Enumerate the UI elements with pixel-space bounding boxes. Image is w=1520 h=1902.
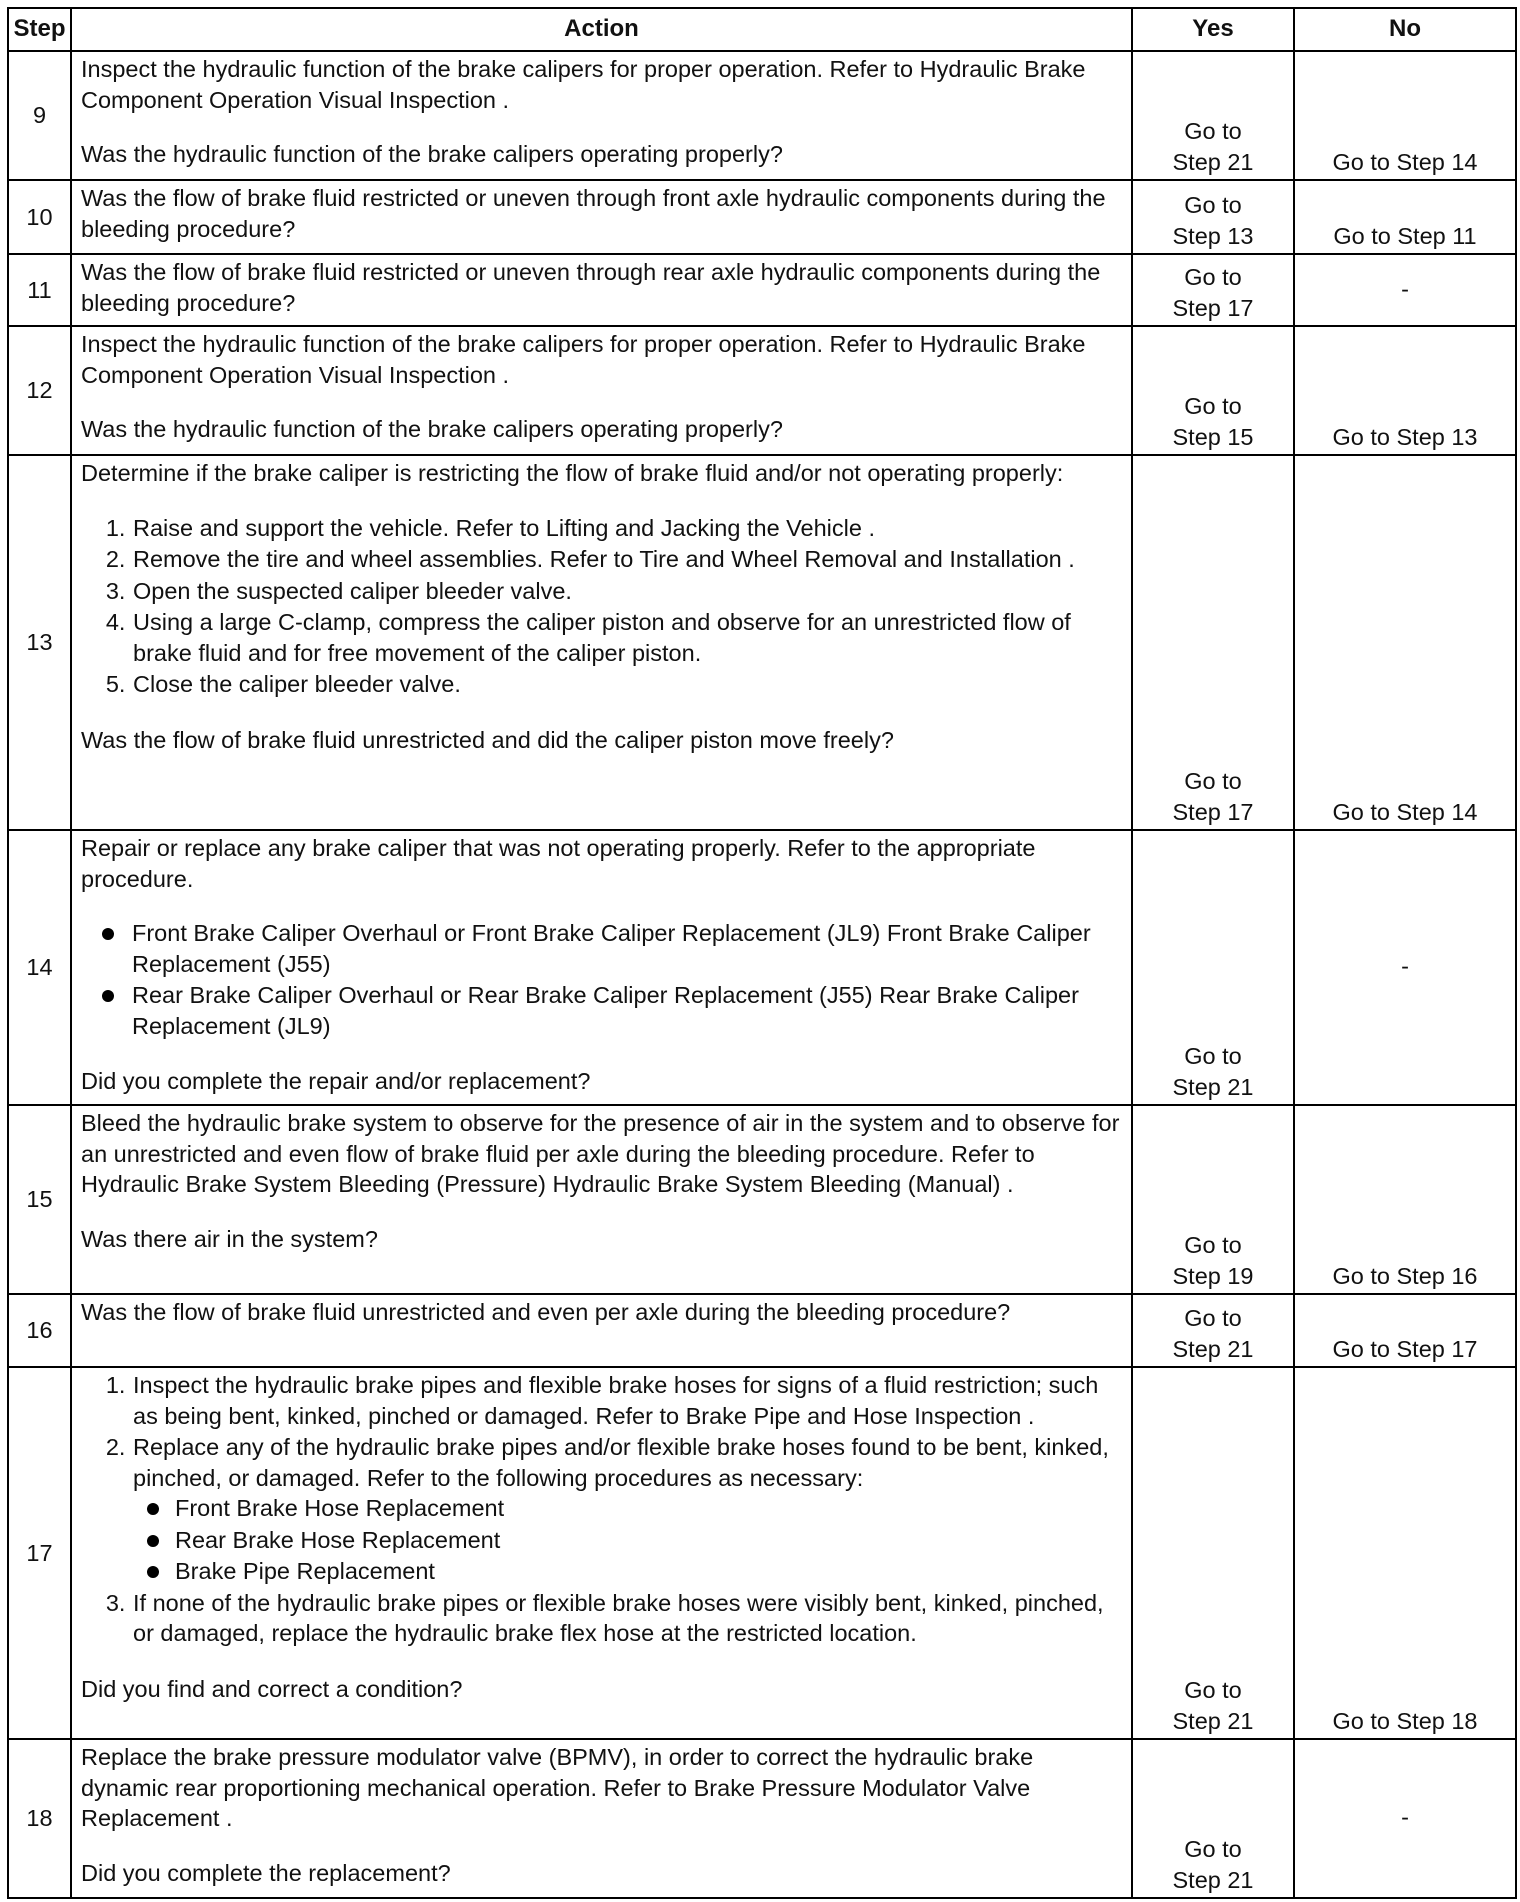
- header-step: Step: [8, 8, 71, 51]
- yes-cell: [1132, 830, 1294, 1105]
- action-question: Was the flow of brake fluid unrestricted and even per axle during the bleeding procedure?: [81, 1299, 1011, 1325]
- yes-cell: [1132, 1294, 1294, 1367]
- action-cell: [71, 180, 1132, 254]
- no-cell: Go to Step 18: [1294, 1367, 1516, 1739]
- list-item: [132, 1432, 1125, 1587]
- no-cell: Go to Step 14: [1294, 455, 1516, 830]
- no-cell: Go to Step 14: [1294, 51, 1516, 180]
- table-row: [8, 455, 1516, 830]
- yes-goto: Go to: [1184, 1677, 1242, 1703]
- bullet-item: Rear Brake Caliper Overhaul or Rear Brake Caliper Replacement (J55) Rear Brake Caliper Replacement (JL9): [132, 980, 1125, 1041]
- table-row: [8, 830, 1516, 1105]
- yes-step: Step 15: [1172, 423, 1254, 450]
- action-question: Was the flow of brake fluid restricted or uneven through rear axle hydraulic components during the bleeding procedure?: [81, 259, 1101, 316]
- table-row: [8, 51, 1516, 180]
- table-row: [8, 1105, 1516, 1294]
- list-item: 1. Raise and support the vehicle. Refer to Lifting and Jacking the Vehicle .: [132, 513, 1125, 544]
- yes-step: Step 21: [1172, 1707, 1254, 1734]
- header-no: No: [1294, 8, 1516, 51]
- action-intro: Inspect the hydraulic function of the brake calipers for proper operation. Refer to Hydraulic Brake Component Operation Visual Inspection .: [81, 56, 1086, 113]
- step-number: 12: [8, 326, 71, 455]
- table-row: [8, 254, 1516, 326]
- procedure-list: [81, 1370, 1125, 1649]
- no-cell: Go to Step 17: [1294, 1294, 1516, 1367]
- yes-goto: Go to: [1184, 118, 1242, 144]
- list-item: 4. Using a large C-clamp, compress the caliper piston and observe for an unrestricted flow of brake fluid and for free movement of the caliper piston.: [132, 607, 1125, 668]
- yes-cell: [1132, 1739, 1294, 1898]
- header-yes: Yes: [1132, 8, 1294, 51]
- action-question: Was the hydraulic function of the brake calipers operating properly?: [81, 141, 783, 167]
- action-cell: [71, 1739, 1132, 1898]
- table-row: [8, 180, 1516, 254]
- diagnostic-table: [7, 7, 1517, 1899]
- yes-step: Step 21: [1172, 1073, 1254, 1100]
- sub-bullet-item: Rear Brake Hose Replacement: [174, 1525, 1125, 1556]
- yes-goto: Go to: [1184, 393, 1242, 419]
- diagnostic-table-wrapper: [7, 7, 1517, 1899]
- yes-step: Step 21: [1172, 148, 1254, 175]
- action-cell: [71, 51, 1132, 180]
- action-question: Was the hydraulic function of the brake calipers operating properly?: [81, 416, 783, 442]
- action-cell: [71, 1367, 1132, 1739]
- action-intro: Inspect the hydraulic function of the brake calipers for proper operation. Refer to Hydraulic Brake Component Operation Visual Inspection .: [81, 331, 1086, 388]
- action-question: Was the flow of brake fluid unrestricted and did the caliper piston move freely?: [81, 726, 894, 753]
- list-item: 2. Remove the tire and wheel assemblies. Refer to Tire and Wheel Removal and Installation .: [132, 544, 1125, 575]
- yes-cell: [1132, 455, 1294, 830]
- action-question: Did you complete the repair and/or replacement?: [81, 1068, 591, 1094]
- sub-bullet-item: Front Brake Hose Replacement: [174, 1493, 1125, 1524]
- bullet-item: Front Brake Caliper Overhaul or Front Brake Caliper Replacement (JL9) Front Brake Caliper Replacement (J55): [132, 918, 1125, 979]
- yes-cell: [1132, 254, 1294, 326]
- header-row: [8, 8, 1516, 51]
- sub-bullet-item: Brake Pipe Replacement: [174, 1556, 1125, 1587]
- action-question: Was the flow of brake fluid restricted or uneven through front axle hydraulic components during the bleeding procedure?: [81, 185, 1106, 242]
- table-row: [8, 326, 1516, 455]
- yes-goto: Go to: [1184, 768, 1242, 794]
- yes-goto: Go to: [1184, 1836, 1242, 1862]
- step-number: 18: [8, 1739, 71, 1898]
- yes-goto: Go to: [1184, 1043, 1242, 1069]
- no-cell: Go to Step 13: [1294, 326, 1516, 455]
- procedure-sub-bullets: [133, 1493, 1125, 1587]
- list-item: 5. Close the caliper bleeder valve.: [132, 669, 1125, 700]
- step-number: 17: [8, 1367, 71, 1739]
- action-question: Was there air in the system?: [81, 1225, 378, 1252]
- yes-step: Step 17: [1172, 798, 1254, 825]
- action-intro: Bleed the hydraulic brake system to observe for the presence of air in the system and to observe for an unrestricted and even flow of brake fluid per axle during the bleeding procedure. Refer to Hydraulic Brake System Bleeding (Pressure) Hydraulic Brake System Bleeding (Manual) .: [81, 1110, 1120, 1197]
- step-number: 16: [8, 1294, 71, 1367]
- list-item-text: Replace any of the hydraulic brake pipes and/or flexible brake hoses found to be bent, kinked, pinched, or damaged. Refer to the following procedures as necessary:: [133, 1434, 1109, 1491]
- action-cell: [71, 830, 1132, 1105]
- step-number: 10: [8, 180, 71, 254]
- action-cell: [71, 254, 1132, 326]
- list-item: 3. Open the suspected caliper bleeder valve.: [132, 576, 1125, 607]
- yes-cell: [1132, 180, 1294, 254]
- yes-step: Step 21: [1172, 1335, 1254, 1362]
- no-cell: -: [1294, 254, 1516, 326]
- yes-cell: [1132, 1367, 1294, 1739]
- table-row: [8, 1739, 1516, 1898]
- procedure-list: [81, 513, 1125, 700]
- action-cell: [71, 455, 1132, 830]
- action-question: Did you find and correct a condition?: [81, 1675, 463, 1702]
- no-cell: Go to Step 11: [1294, 180, 1516, 254]
- action-cell: [71, 1105, 1132, 1294]
- yes-goto: Go to: [1184, 192, 1242, 218]
- action-cell: [71, 326, 1132, 455]
- no-cell: -: [1294, 1739, 1516, 1898]
- yes-step: Step 17: [1172, 294, 1254, 321]
- table-row: [8, 1367, 1516, 1739]
- no-cell: Go to Step 16: [1294, 1105, 1516, 1294]
- action-intro: Replace the brake pressure modulator valve (BPMV), in order to correct the hydraulic brake dynamic rear proportioning mechanical operation. Refer to Brake Pressure Modulator Valve Replacement .: [81, 1744, 1034, 1831]
- step-number: 11: [8, 254, 71, 326]
- yes-goto: Go to: [1184, 1305, 1242, 1331]
- step-number: 9: [8, 51, 71, 180]
- step-number: 13: [8, 455, 71, 830]
- table-row: [8, 1294, 1516, 1367]
- action-question: Did you complete the replacement?: [81, 1859, 451, 1886]
- procedure-bullets: [81, 918, 1125, 1041]
- yes-step: Step 19: [1172, 1262, 1254, 1289]
- list-item: 1. Inspect the hydraulic brake pipes and flexible brake hoses for signs of a fluid restriction; such as being bent, kinked, pinched or damaged. Refer to Brake Pipe and Hose Inspection .: [132, 1370, 1125, 1431]
- yes-cell: [1132, 51, 1294, 180]
- header-action: Action: [71, 8, 1132, 51]
- yes-step: Step 21: [1172, 1866, 1254, 1893]
- list-item: 3. If none of the hydraulic brake pipes or flexible brake hoses were visibly bent, kinked, pinched, or damaged, replace the hydraulic brake flex hose at the restricted location.: [132, 1588, 1125, 1649]
- step-number: 14: [8, 830, 71, 1105]
- yes-cell: [1132, 326, 1294, 455]
- step-number: 15: [8, 1105, 71, 1294]
- yes-goto: Go to: [1184, 264, 1242, 290]
- yes-goto: Go to: [1184, 1232, 1242, 1258]
- no-cell: -: [1294, 830, 1516, 1105]
- yes-cell: [1132, 1105, 1294, 1294]
- action-intro: Repair or replace any brake caliper that was not operating properly. Refer to the appropriate procedure.: [81, 835, 1036, 892]
- action-intro: Determine if the brake caliper is restricting the flow of brake fluid and/or not operating properly:: [81, 460, 1064, 486]
- action-cell: [71, 1294, 1132, 1367]
- yes-step: Step 13: [1172, 222, 1254, 249]
